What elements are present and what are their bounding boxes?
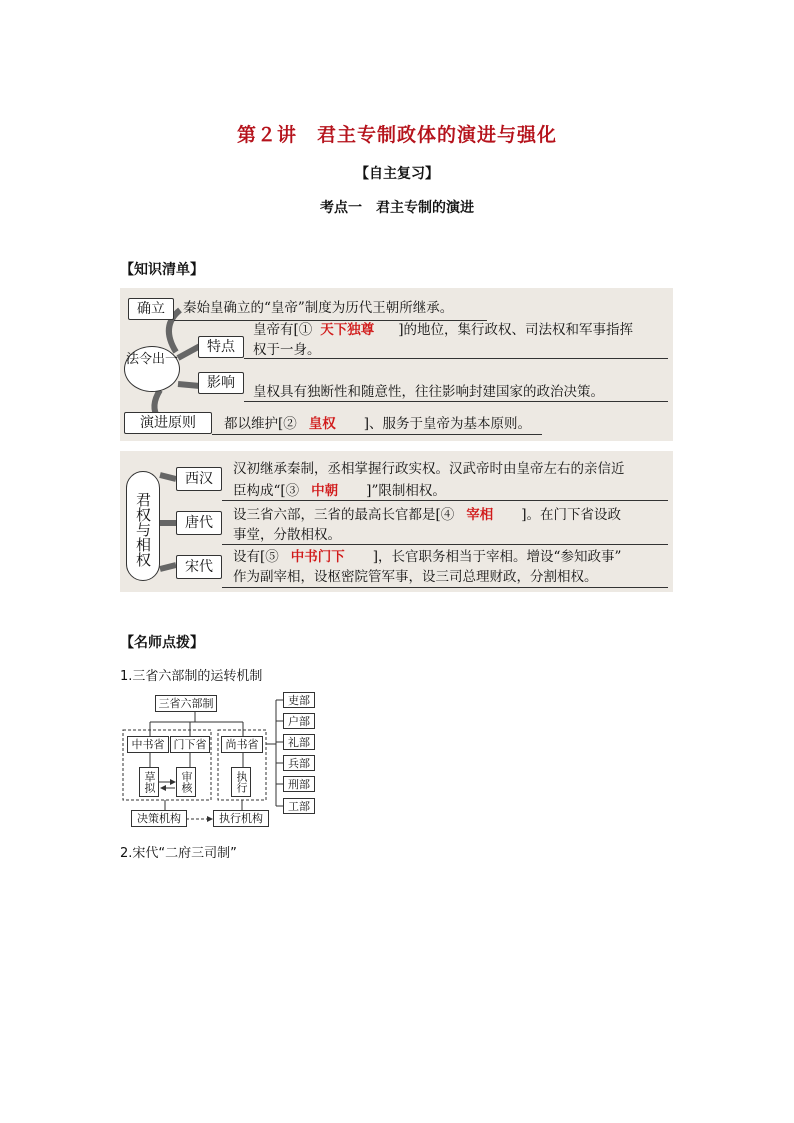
node-sansheng: 三省六部制 xyxy=(155,695,217,712)
row-yanjin-underline xyxy=(212,434,542,435)
node-zhixing: 执行 xyxy=(231,767,251,797)
node-bingbu: 兵部 xyxy=(283,755,315,771)
node-hubu: 户部 xyxy=(283,713,315,729)
row-tangdai-line2: 事堂，分散相权。 xyxy=(233,527,341,543)
subtitle-review: 【自主复习】 xyxy=(355,166,439,182)
page-title: 第２讲 君主专制政体的演进与强化 xyxy=(236,124,557,146)
center-oval-fa-ling: 法令出一 xyxy=(124,346,180,392)
tag-yanjin: 演进原则 xyxy=(124,412,212,434)
row-xihan-line1: 汉初继承秦制，丞相掌握行政实权。汉武帝时由皇帝左右的亲信近 xyxy=(233,461,625,477)
row-xihan-underline xyxy=(222,500,668,501)
section-tips: 【名师点拨】 xyxy=(120,635,204,651)
center-capsule-junquan: 君权与相权 xyxy=(126,471,160,581)
node-shenhe: 审核 xyxy=(176,767,196,797)
tag-yingxiang: 影响 xyxy=(198,372,244,394)
row-tedian-line2: 权于一身。 xyxy=(253,342,321,358)
answer-1: 天下独尊 xyxy=(320,322,375,338)
section-knowledge: 【知识清单】 xyxy=(120,262,204,278)
answer-2: 皇权 xyxy=(308,416,336,432)
tag-tangdai: 唐代 xyxy=(176,511,222,535)
tag-tedian: 特点 xyxy=(198,336,244,358)
node-xingbu: 刑部 xyxy=(283,776,315,792)
node-juece: 决策机构 xyxy=(131,810,187,827)
row-songdai-line1: 设有[⑤ 中书门下 ]，长官职务相当于宰相。增设“参知政事” xyxy=(233,549,622,565)
node-libu-rites: 礼部 xyxy=(283,734,315,750)
row-tedian-line1: 皇帝有[① 天下独尊 ]的地位，集行政权、司法权和军事指挥 xyxy=(253,322,634,338)
row-yingxiang-text: 皇权具有独断性和随意性，往往影响封建国家的政治决策。 xyxy=(253,384,604,400)
tip-2: 2.宋代“二府三司制” xyxy=(120,846,237,861)
row-yingxiang-underline xyxy=(244,401,668,402)
tip-1: 1.三省六部制的运转机制 xyxy=(120,669,263,684)
knowledge-panel-2 xyxy=(120,451,673,592)
node-menxia: 门下省 xyxy=(170,736,210,753)
node-zhongshu: 中书省 xyxy=(127,736,169,753)
node-zhixing-jigou: 执行机构 xyxy=(213,810,269,827)
answer-4: 宰相 xyxy=(466,507,494,523)
row-tangdai-underline xyxy=(222,544,668,545)
row-tedian-underline xyxy=(244,358,668,359)
three-departments-diagram xyxy=(120,690,320,830)
knowledge-panel-1 xyxy=(120,288,673,441)
node-caoni: 草拟 xyxy=(139,767,159,797)
answer-5: 中书门下 xyxy=(290,549,345,565)
row-xihan-line2: 臣构成“[③ 中朝 ]”限制相权。 xyxy=(233,483,446,499)
tag-songdai: 宋代 xyxy=(176,555,222,579)
row-queli-text: 秦始皇确立的“皇帝”制度为历代王朝所继承。 xyxy=(183,300,454,316)
node-shangshu: 尚书省 xyxy=(221,736,263,753)
node-gongbu: 工部 xyxy=(283,798,315,814)
tag-xihan: 西汉 xyxy=(176,467,222,491)
row-songdai-underline xyxy=(222,587,668,588)
tag-queli: 确立 xyxy=(128,298,174,320)
row-tangdai-line1: 设三省六部，三省的最高长官都是[④ 宰相 ]。在门下省设政 xyxy=(233,507,622,523)
node-libu: 吏部 xyxy=(283,692,315,708)
answer-3: 中朝 xyxy=(311,483,339,499)
row-songdai-line2: 作为副宰相，设枢密院管军事，设三司总理财政，分割相权。 xyxy=(233,569,598,585)
subtitle-topic: 考点一 君主专制的演进 xyxy=(320,200,474,216)
row-yanjin-text: 都以维护[② 皇权 ]、服务于皇帝为基本原则。 xyxy=(224,416,532,432)
